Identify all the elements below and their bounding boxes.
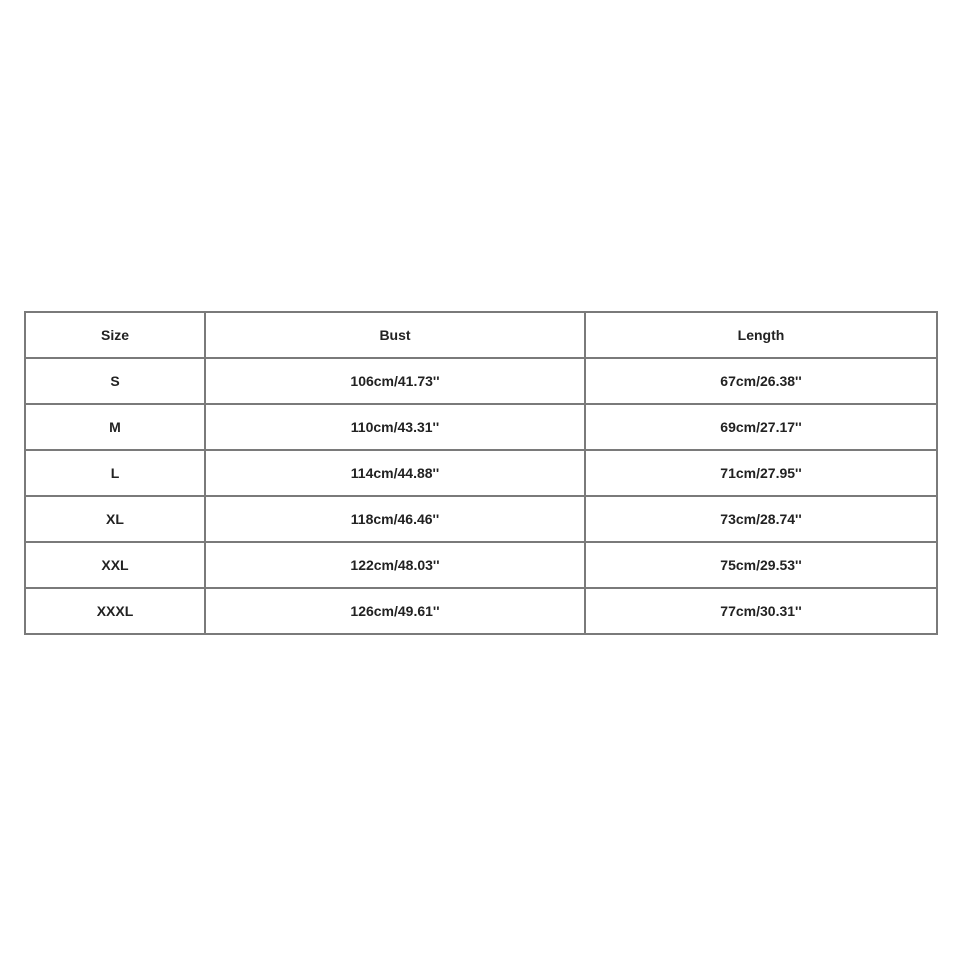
table-row	[25, 450, 937, 496]
cell-length: 67cm/26.38''	[585, 358, 937, 404]
cell-bust: 106cm/41.73''	[205, 358, 585, 404]
cell-size: S	[25, 358, 205, 404]
cell-length: 71cm/27.95''	[585, 450, 937, 496]
cell-bust: 126cm/49.61''	[205, 588, 585, 634]
cell-bust: 114cm/44.88''	[205, 450, 585, 496]
cell-bust: 118cm/46.46''	[205, 496, 585, 542]
cell-size: L	[25, 450, 205, 496]
table-row	[25, 358, 937, 404]
cell-size: XXL	[25, 542, 205, 588]
cell-size: XXXL	[25, 588, 205, 634]
size-chart-table	[24, 311, 938, 635]
cell-length: 75cm/29.53''	[585, 542, 937, 588]
cell-size: XL	[25, 496, 205, 542]
table-row	[25, 542, 937, 588]
header-size: Size	[25, 312, 205, 358]
header-bust: Bust	[205, 312, 585, 358]
cell-bust: 110cm/43.31''	[205, 404, 585, 450]
table-row	[25, 588, 937, 634]
header-length: Length	[585, 312, 937, 358]
cell-size: M	[25, 404, 205, 450]
cell-length: 73cm/28.74''	[585, 496, 937, 542]
cell-bust: 122cm/48.03''	[205, 542, 585, 588]
cell-length: 77cm/30.31''	[585, 588, 937, 634]
cell-length: 69cm/27.17''	[585, 404, 937, 450]
table-row	[25, 496, 937, 542]
table-header-row	[25, 312, 937, 358]
table-row	[25, 404, 937, 450]
